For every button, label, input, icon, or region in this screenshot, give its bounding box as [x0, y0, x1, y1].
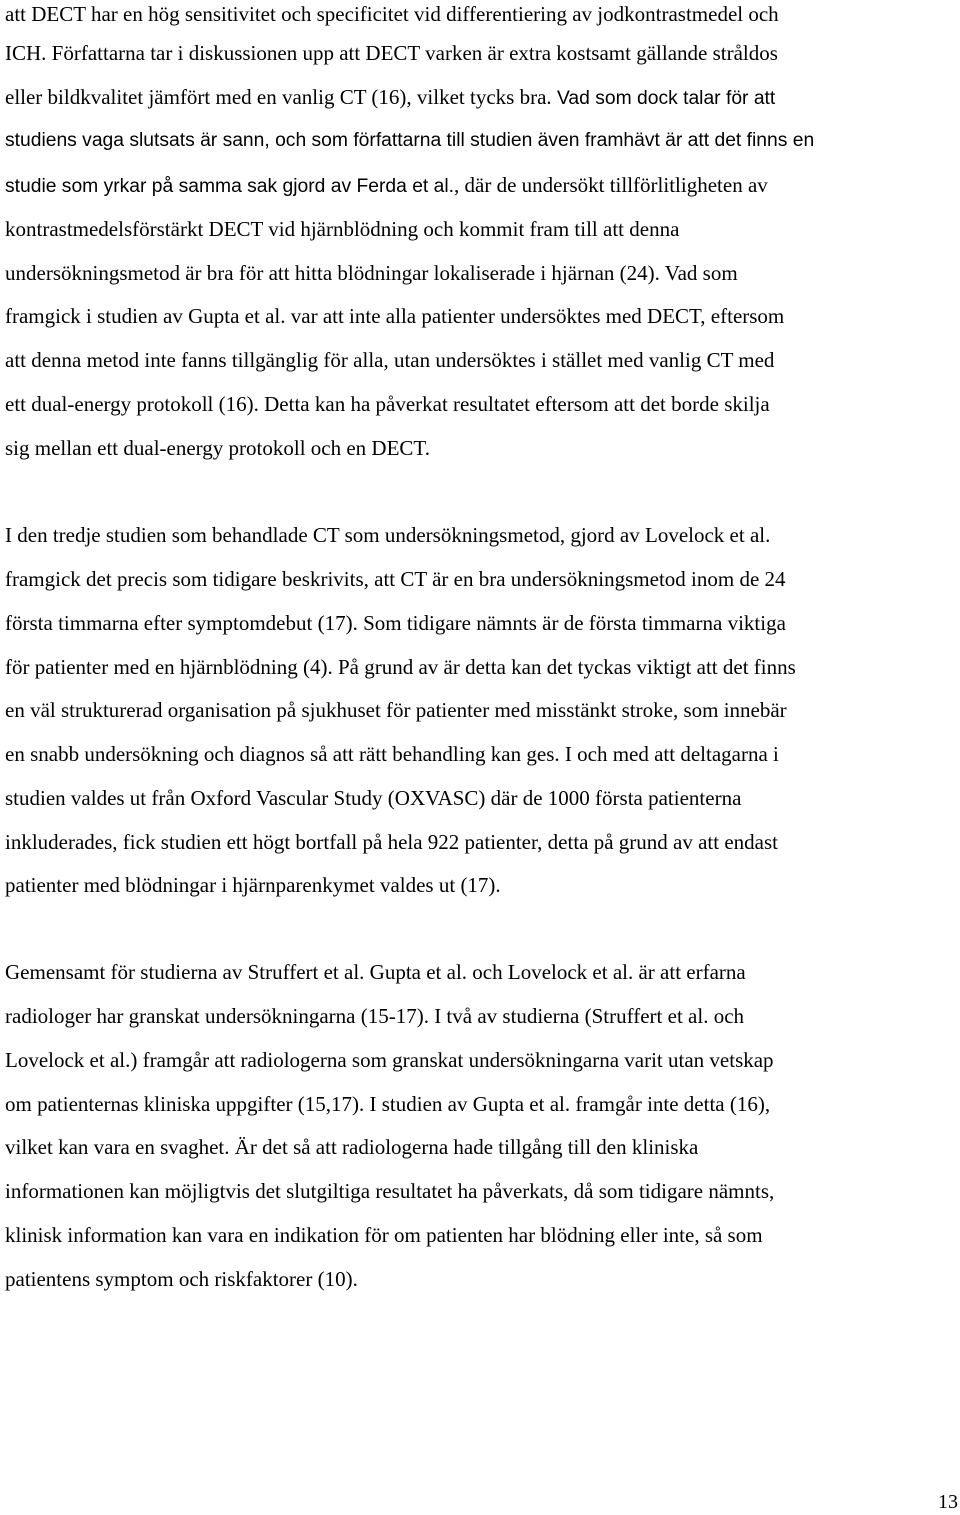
text-line: klinisk information kan vara en indikation för om patienten har blödning eller inte, så som: [5, 1223, 763, 1247]
text-line: Gemensamt för studierna av Struffert et al. Gupta et al. och Lovelock et al. är att erfarna: [5, 960, 746, 984]
text-line: I den tredje studien som behandlade CT som undersökningsmetod, gjord av Lovelock et al.: [5, 523, 771, 547]
text-line: för patienter med en hjärnblödning (4). På grund av är detta kan det tyckas viktigt att det finns: [5, 655, 796, 679]
text-line: studiens vaga slutsats är sann, och som författarna till studien även framhävt är att det finns en: [5, 130, 815, 151]
page-number: 13: [938, 1491, 958, 1513]
text-line: framgick det precis som tidigare beskrivits, att CT är en bra undersökningsmetod inom de 24: [5, 567, 786, 591]
text-line: om patienternas kliniska uppgifter (15,17). I studien av Gupta et al. framgår inte detta (16),: [5, 1092, 771, 1116]
text-line: en snabb undersökning och diagnos så att rätt behandling kan ges. I och med att deltagarna i: [5, 742, 779, 766]
text-line: en väl strukturerad organisation på sjukhuset för patienter med misstänkt stroke, som innebär: [5, 698, 787, 722]
text-line: att denna metod inte fanns tillgänglig för alla, utan undersöktes i stället med vanlig CT med: [5, 348, 775, 372]
text-line: Lovelock et al.) framgår att radiologerna som granskat undersökningarna varit utan vetskap: [5, 1048, 774, 1072]
text-line: patientens symptom och riskfaktorer (10).: [5, 1267, 358, 1291]
text-line: framgick i studien av Gupta et al. var att inte alla patienter undersöktes med DECT, eftersom: [5, 304, 785, 328]
text-line: vilket kan vara en svaghet. Är det så att radiologerna hade tillgång till den kliniska: [5, 1135, 699, 1159]
text-line: radiologer har granskat undersökningarna (15-17). I två av studierna (Struffert et al. och: [5, 1004, 745, 1028]
text-line: kontrastmedelsförstärkt DECT vid hjärnblödning och kommit fram till att denna: [5, 217, 680, 241]
text-line: eller bildkvalitet jämfört med en vanlig CT (16), vilket tycks bra. Vad som dock talar för att: [5, 85, 776, 109]
text-line: första timmarna efter symptomdebut (17). Som tidigare nämnts är de första timmarna viktiga: [5, 611, 786, 635]
text-line: inkluderades, fick studien ett högt bortfall på hela 922 patienter, detta på grund av att endast: [5, 830, 778, 854]
text-line: informationen kan möjligtvis det slutgiltiga resultatet ha påverkats, då som tidigare nämnts,: [5, 1179, 775, 1203]
text-line: studien valdes ut från Oxford Vascular Study (OXVASC) där de 1000 första patienterna: [5, 786, 742, 810]
text-line: patienter med blödningar i hjärnparenkymet valdes ut (17).: [5, 873, 501, 897]
text-line: att DECT har en hög sensitivitet och specificitet vid differentiering av jodkontrastmedel och: [5, 2, 779, 26]
text-line: ICH. Författarna tar i diskussionen upp att DECT varken är extra kostsamt gällande stråldos: [5, 41, 778, 65]
text-line: ett dual-energy protokoll (16). Detta kan ha påverkat resultatet eftersom att det borde skilja: [5, 392, 770, 416]
text-line: undersökningsmetod är bra för att hitta blödningar lokaliserade i hjärnan (24). Vad som: [5, 261, 738, 285]
text-line: studie som yrkar på samma sak gjord av Ferda et al., där de undersökt tillförlitligheten av: [5, 173, 768, 197]
text-line: sig mellan ett dual-energy protokoll och en DECT.: [5, 436, 430, 460]
